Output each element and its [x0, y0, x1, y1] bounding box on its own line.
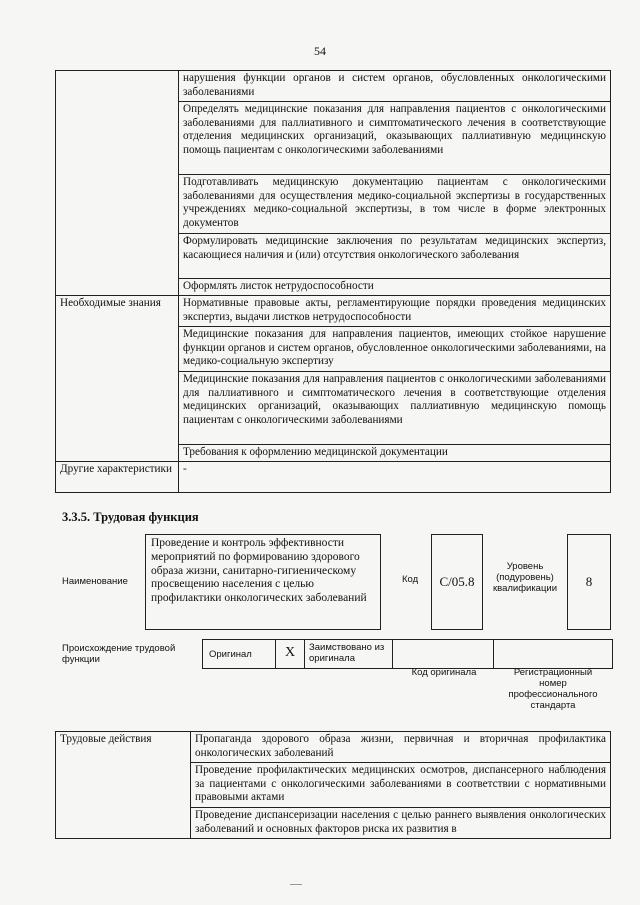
table-row: Медицинские показания для направления пациентов, имеющих стойкое нарушение функции органов и систем органов, обусловленное онкологическими заболеваниями, на медико-социальную экспертизу: [179, 327, 611, 372]
section-title: 3.3.5. Трудовая функция: [62, 510, 199, 524]
footer-mark: [290, 884, 302, 885]
page-number: 54: [314, 44, 326, 58]
competency-table: [55, 70, 611, 493]
function-name: Проведение и контроль эффективности мероприятий по формированию здорового образа жизни, санитарно-гигиеническому просвещению населения с целью профилактики онкологических заболеваний: [145, 534, 381, 630]
code-label: Код: [402, 574, 419, 585]
level-value: 8: [567, 534, 611, 630]
table-row: Требования к оформлению медицинской документации: [179, 445, 611, 462]
other-label: Другие характеристики: [56, 462, 179, 493]
function-code: C/05.8: [431, 534, 483, 630]
code-caption: Код оригинала: [411, 667, 477, 678]
table-row: Проведение профилактических медицинских осмотров, диспансерного наблюдения за пациентами с онкологическими заболеваниями в соответствии с нормативными правовыми актами: [191, 763, 611, 808]
level-label: Уровень (подуровень) квалификации: [492, 561, 558, 594]
label-cell-empty: [56, 71, 179, 296]
table-row: нарушения функции органов и систем органов, обусловленных онкологическими заболеваниями: [179, 71, 611, 102]
table-row: Формулировать медицинские заключения по результатам медицинских экспертиз, касающиеся наличия и (или) отсутствия онкологического заболевания: [179, 234, 611, 279]
table-row: Проведение диспансеризации населения с целью раннего выявления онкологических заболеваний и основных факторов риска их развития в: [191, 808, 611, 839]
knowledge-label: Необходимые знания: [56, 296, 179, 462]
origin-label: Происхождение трудовой функции: [62, 643, 176, 665]
table-row: Оформлять листок нетрудоспособности: [179, 279, 611, 296]
name-label: Наименование: [62, 576, 128, 587]
table-row: Подготавливать медицинскую документацию пациентам с онкологическими заболеваниями для осуществления медико-социальной экспертизы в государственных учреждениях медико-социальной экспертизы, в том числе в форме электронных документов: [179, 175, 611, 234]
borrowed-label: Заимствовано из оригинала: [309, 642, 385, 664]
table-row: Медицинские показания для направления пациентов с онкологическими заболеваниями для паллиативного и симптоматического лечения в соответствующие отделения медицинских организаций, оказывающих паллиативную медицинскую помощь пациентам с онкологическими заболеваниями: [179, 372, 611, 445]
table-row: Пропаганда здорового образа жизни, первичная и вторичная профилактика онкологических заболеваний: [191, 732, 611, 763]
original-label: Оригинал: [209, 649, 252, 660]
original-mark: X: [284, 645, 296, 660]
reg-caption: Регистрационный номер профессионального стандарта: [508, 667, 598, 711]
actions-label: Трудовые действия: [56, 732, 191, 839]
table-row: Нормативные правовые акты, регламентирующие порядки проведения медицинских экспертиз, выдачи листков нетрудоспособности: [179, 296, 611, 327]
table-row: Определять медицинские показания для направления пациентов с онкологическими заболеваниями для паллиативного и симптоматического лечения в соответствующие отделения медицинских организаций, оказывающих паллиативную медицинскую помощь пациентам с онкологическими заболеваниями: [179, 102, 611, 175]
labour-actions-table: [55, 731, 611, 839]
origin-row: [202, 639, 613, 669]
other-value: -: [179, 462, 611, 493]
